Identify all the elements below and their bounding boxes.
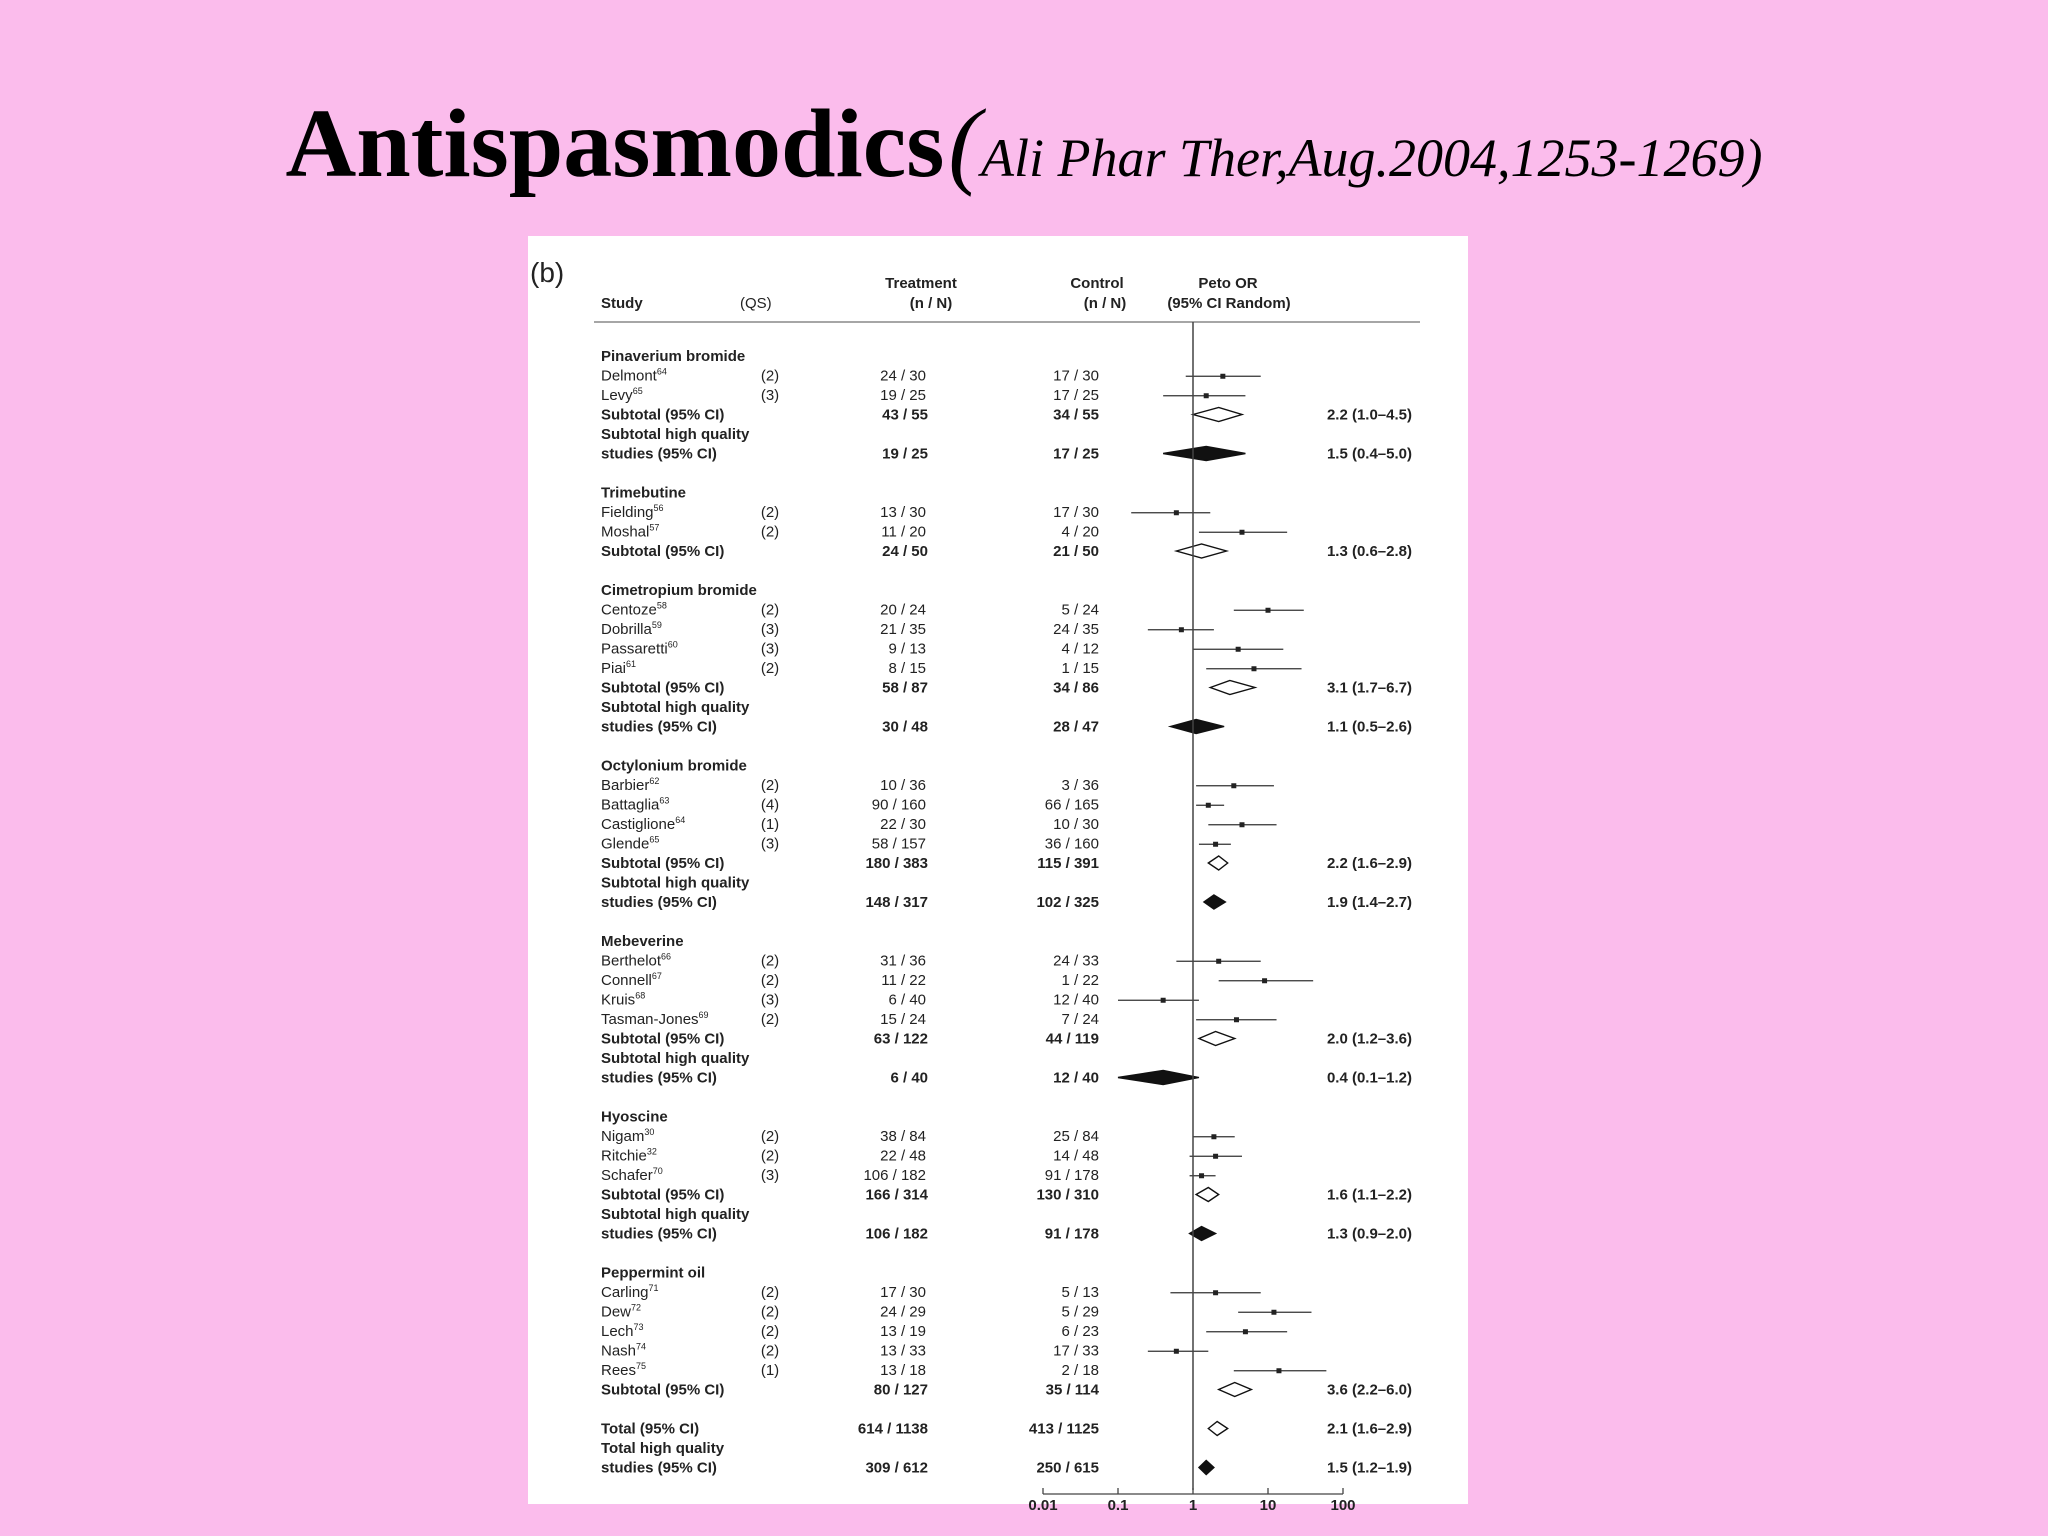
study-qs: (3) [760,991,780,1009]
study-ref: 64 [675,815,686,825]
study-point [1216,959,1221,964]
study-point [1206,803,1211,808]
x-tick-label: 1 [1188,1497,1198,1514]
subtotal-hq-label2: studies (95% CI) [601,718,717,736]
study-control: 24 / 35 [1053,621,1099,638]
study-treatment: 58 / 157 [871,835,926,853]
subtotal-treatment: 58 / 87 [882,679,928,697]
study-point [1251,666,1256,671]
study-ref: 72 [631,1302,642,1313]
summary-diamond [1193,408,1242,422]
forest-plot-panel [528,236,1468,1514]
study-qs: (2) [760,1011,780,1028]
study-name: Dobrilla$^{59}$ [601,620,662,638]
study-ref: 70 [652,1166,663,1176]
study-name: Fielding$^{56}$ [601,503,664,521]
subtotal-label: Subtotal (95% CI) [601,543,725,560]
study-name: Barbier$^{62}$ [601,776,660,794]
study-control: 1 / 22 [1061,972,1099,989]
study-point [1236,647,1241,652]
subtotal-ci-text: 3.1 (1.7–6.7) [1326,679,1412,697]
study-control: 5 / 24 [1061,601,1099,619]
subtotal-treatment: 309 / 612 [865,1459,928,1477]
study-point [1204,393,1209,398]
total-label: Total (95% CI) [601,1420,700,1438]
study-qs: (2) [760,1128,780,1145]
study-name: Rees$^{75}$ [601,1361,647,1379]
study-ref: 66 [661,951,672,962]
study-ref: 61 [626,659,637,669]
summary-diamond [1199,1461,1214,1475]
subtotal-treatment: 19 / 25 [882,445,928,463]
study-point [1234,1017,1239,1022]
study-treatment: 24 / 30 [880,367,926,385]
study-qs: (4) [760,796,780,814]
subtotal-control: 35 / 114 [1045,1381,1099,1399]
study-name: Schafer$^{70}$ [601,1166,663,1184]
study-qs: (3) [760,621,780,638]
study-name: Moshal$^{57}$ [601,522,660,541]
study-treatment: 6 / 40 [888,991,926,1009]
subtotal-ci-text: 0.4 (0.1–1.2) [1326,1069,1412,1087]
study-control: 7 / 24 [1061,1011,1099,1028]
study-treatment: 13 / 19 [880,1323,926,1340]
study-qs: (2) [760,1323,780,1340]
study-treatment: 31 / 36 [880,952,926,970]
subtotal-treatment: 166 / 314 [865,1186,928,1204]
study-point [1262,978,1267,983]
study-ref: 69 [698,1010,709,1020]
study-ref: 30 [644,1127,655,1137]
study-point [1161,998,1166,1003]
study-treatment: 19 / 25 [880,387,926,404]
study-treatment: 13 / 33 [880,1342,926,1360]
group-label: Pinaverium bromide [601,348,746,365]
subtotal-control: 21 / 50 [1053,543,1099,560]
header-ci-random: (95% CI Random) [1167,295,1291,312]
title-citation: Ali Phar Ther,Aug.2004,1253-1269) [981,128,1763,188]
study-qs: (2) [760,1284,780,1301]
study-ref: 58 [656,600,667,611]
study-control: 5 / 13 [1061,1284,1099,1301]
study-control: 36 / 160 [1044,835,1099,853]
subtotal-label: Subtotal (95% CI) [601,679,725,697]
header-treatment-sub: (n / N) [909,295,953,312]
subtotal-hq-label: Total high quality [601,1440,725,1457]
study-treatment: 22 / 48 [880,1147,926,1165]
study-qs: (3) [760,1167,780,1184]
study-ref: 65 [649,834,660,845]
study-point [1243,1329,1248,1334]
study-name: Nigam$^{30}$ [601,1127,655,1145]
study-point [1271,1310,1276,1315]
study-ref: 73 [633,1322,644,1332]
study-name: Piai$^{61}$ [601,659,637,677]
summary-diamond [1170,720,1224,734]
study-ref: 67 [651,971,662,981]
forest-plot [528,236,1468,1514]
study-ref: 62 [649,776,660,786]
study-point [1239,822,1244,827]
study-qs: (2) [760,367,780,385]
study-control: 2 / 18 [1061,1362,1099,1379]
study-qs: (2) [760,523,780,541]
summary-diamond [1204,895,1225,909]
study-name: Glende$^{65}$ [601,834,660,853]
study-name: Castiglione$^{64}$ [601,815,686,833]
study-point [1213,1290,1218,1295]
subtotal-label: Subtotal (95% CI) [601,1186,725,1204]
study-name: Kruis$^{68}$ [601,990,646,1009]
subtotal-control: 28 / 47 [1053,718,1099,736]
x-tick-label: 0.01 [1028,1497,1058,1514]
study-control: 3 / 36 [1061,777,1099,794]
subtotal-hq-label2: studies (95% CI) [601,1459,717,1477]
study-qs: (3) [760,387,780,404]
title-paren: ( [948,90,982,198]
subtotal-treatment: 6 / 40 [890,1069,928,1087]
subtotal-control: 44 / 119 [1045,1030,1099,1048]
group-label: Mebeverine [601,933,684,950]
study-name: Delmont$^{64}$ [601,366,667,385]
subtotal-control: 34 / 86 [1053,679,1099,697]
study-name: Berthelot$^{66}$ [601,951,672,970]
study-treatment: 15 / 24 [880,1011,926,1028]
study-point [1211,1134,1216,1139]
study-point [1174,510,1179,515]
study-control: 91 / 178 [1044,1167,1099,1184]
study-name: Nash$^{74}$ [601,1341,647,1360]
subtotal-control: 12 / 40 [1053,1069,1099,1087]
study-treatment: 17 / 30 [880,1284,926,1301]
title-main: Antispasmodics [285,90,945,198]
subtotal-hq-label: Subtotal high quality [601,699,750,716]
subtotal-ci-text: 2.1 (1.6–2.9) [1326,1420,1412,1438]
x-tick-label: 0.1 [1107,1497,1129,1514]
study-point [1179,627,1184,632]
study-qs: (2) [760,952,780,970]
study-qs: (2) [760,972,780,989]
subtotal-control: 91 / 178 [1044,1225,1099,1243]
subtotal-ci-text: 2.0 (1.2–3.6) [1326,1030,1412,1048]
subtotal-ci-text: 1.5 (0.4–5.0) [1326,445,1412,463]
study-treatment: 21 / 35 [880,621,926,638]
subtotal-control: 34 / 55 [1053,406,1099,424]
study-name: Passaretti$^{60}$ [601,639,678,658]
subtotal-treatment: 30 / 48 [882,718,928,736]
subtotal-ci-text: 1.3 (0.6–2.8) [1326,543,1412,560]
study-name: Tasman-Jones$^{69}$ [601,1010,709,1028]
subtotal-treatment: 63 / 122 [873,1030,928,1048]
study-treatment: 38 / 84 [880,1128,926,1145]
subtotal-ci-text: 1.6 (1.1–2.2) [1326,1186,1412,1204]
study-treatment: 13 / 18 [880,1362,926,1379]
slide-title [0,88,2048,200]
study-name: Lech$^{73}$ [601,1322,644,1340]
group-label: Octylonium bromide [601,757,747,775]
subtotal-ci-text: 2.2 (1.0–4.5) [1326,406,1412,424]
header-treatment: Treatment [885,275,957,292]
group-label: Cimetropium bromide [601,582,757,599]
study-ref: 63 [659,795,670,806]
study-point [1220,374,1225,379]
group-label: Peppermint oil [601,1264,706,1282]
study-control: 10 / 30 [1053,816,1099,833]
subtotal-control: 102 / 325 [1036,894,1099,911]
study-treatment: 22 / 30 [880,816,926,833]
study-ref: 65 [632,386,643,396]
study-control: 17 / 30 [1053,367,1099,385]
study-treatment: 9 / 13 [888,640,926,658]
header-control-sub: (n / N) [1083,295,1127,312]
study-control: 14 / 48 [1053,1147,1099,1165]
study-name: Levy$^{65}$ [601,386,643,404]
study-name: Centoze$^{58}$ [601,600,667,619]
summary-diamond [1208,856,1227,870]
study-control: 1 / 15 [1061,660,1099,677]
subtotal-hq-label: Subtotal high quality [601,1050,750,1067]
x-tick-label: 10 [1259,1497,1277,1514]
header-qs: (QS) [740,295,772,312]
study-control: 5 / 29 [1061,1303,1099,1321]
study-control: 4 / 12 [1061,640,1099,658]
subtotal-control: 250 / 615 [1036,1459,1099,1477]
subtotal-ci-text: 1.9 (1.4–2.7) [1326,894,1412,911]
subtotal-hq-label: Subtotal high quality [601,426,750,443]
header-peto-or: Peto OR [1198,275,1258,292]
study-control: 17 / 33 [1053,1342,1099,1360]
study-treatment: 90 / 160 [871,796,926,814]
study-treatment: 106 / 182 [863,1167,926,1184]
study-qs: (1) [760,816,780,833]
subtotal-ci-text: 2.2 (1.6–2.9) [1326,855,1412,872]
subtotal-hq-label2: studies (95% CI) [601,445,717,463]
study-name: Ritchie$^{32}$ [601,1146,657,1165]
subtotal-hq-label2: studies (95% CI) [601,1069,717,1087]
subtotal-hq-label2: studies (95% CI) [601,894,717,911]
summary-diamond [1196,1188,1219,1202]
study-qs: (2) [760,660,780,677]
study-qs: (2) [760,504,780,521]
study-ref: 74 [636,1341,647,1352]
study-name: Dew$^{72}$ [601,1302,642,1321]
panel-label: (b) [530,257,565,288]
study-qs: (3) [760,640,780,658]
study-name: Connell$^{67}$ [601,971,662,989]
subtotal-label: Subtotal (95% CI) [601,1381,725,1399]
study-point [1174,1349,1179,1354]
study-control: 4 / 20 [1061,523,1099,541]
subtotal-treatment: 180 / 383 [865,855,928,872]
study-treatment: 13 / 30 [880,504,926,521]
subtotal-treatment: 80 / 127 [873,1381,928,1399]
study-control: 6 / 23 [1061,1323,1099,1340]
study-control: 17 / 30 [1053,504,1099,521]
study-ref: 75 [636,1361,647,1371]
summary-diamond [1118,1071,1199,1085]
header-study: Study [601,295,643,312]
subtotal-treatment: 148 / 317 [865,894,928,911]
study-ref: 59 [651,620,662,630]
study-point [1276,1368,1281,1373]
study-ref: 56 [653,503,664,513]
study-point [1266,608,1271,613]
subtotal-label: Subtotal (95% CI) [601,1030,725,1048]
summary-diamond [1176,544,1226,558]
study-control: 25 / 84 [1053,1128,1099,1145]
study-qs: (2) [760,1147,780,1165]
subtotal-hq-label: Subtotal high quality [601,874,750,892]
study-treatment: 10 / 36 [880,777,926,794]
subtotal-control: 115 / 391 [1037,855,1099,872]
study-control: 66 / 165 [1044,796,1099,814]
study-treatment: 11 / 20 [881,523,926,541]
subtotal-label: Subtotal (95% CI) [601,855,725,872]
summary-diamond [1219,1383,1252,1397]
subtotal-treatment: 106 / 182 [865,1225,928,1243]
study-treatment: 11 / 22 [881,972,926,989]
study-treatment: 8 / 15 [888,660,926,677]
group-label: Hyoscine [601,1108,668,1126]
subtotal-ci-text: 1.3 (0.9–2.0) [1326,1225,1412,1243]
subtotal-label: Subtotal (95% CI) [601,406,725,424]
study-name: Battaglia$^{63}$ [601,795,670,814]
study-treatment: 20 / 24 [880,601,926,619]
study-ref: 57 [649,522,660,533]
study-point [1213,842,1218,847]
study-qs: (2) [760,777,780,794]
study-control: 12 / 40 [1053,991,1099,1009]
subtotal-treatment: 614 / 1138 [857,1420,928,1438]
study-qs: (2) [760,1342,780,1360]
study-ref: 71 [648,1283,659,1293]
subtotal-control: 17 / 25 [1053,445,1099,463]
summary-diamond [1210,681,1255,695]
summary-diamond [1163,447,1245,461]
study-control: 17 / 25 [1053,387,1099,404]
study-point [1199,1173,1204,1178]
subtotal-control: 130 / 310 [1036,1186,1099,1204]
study-ref: 64 [656,366,667,377]
study-name: Carling$^{71}$ [601,1283,659,1301]
study-treatment: 24 / 29 [880,1303,926,1321]
subtotal-ci-text: 1.5 (1.2–1.9) [1326,1459,1412,1477]
header-control: Control [1070,275,1124,292]
study-control: 24 / 33 [1053,952,1099,970]
study-point [1213,1154,1218,1159]
summary-diamond [1199,1032,1235,1046]
group-label: Trimebutine [601,484,687,502]
x-tick-label: 100 [1330,1497,1356,1514]
study-ref: 68 [635,990,646,1001]
subtotal-ci-text: 1.1 (0.5–2.6) [1326,718,1412,736]
study-qs: (2) [760,601,780,619]
study-point [1231,783,1236,788]
study-point [1239,530,1244,535]
subtotal-ci-text: 3.6 (2.2–6.0) [1326,1381,1412,1399]
summary-diamond [1208,1422,1227,1436]
subtotal-hq-label: Subtotal high quality [601,1206,750,1223]
study-qs: (3) [760,835,780,853]
subtotal-control: 413 / 1125 [1028,1420,1099,1438]
subtotal-treatment: 43 / 55 [882,406,928,424]
subtotal-hq-label2: studies (95% CI) [601,1225,717,1243]
study-qs: (2) [760,1303,780,1321]
study-ref: 60 [667,639,678,650]
study-ref: 32 [646,1146,657,1157]
study-qs: (1) [760,1362,780,1379]
subtotal-treatment: 24 / 50 [882,543,928,560]
